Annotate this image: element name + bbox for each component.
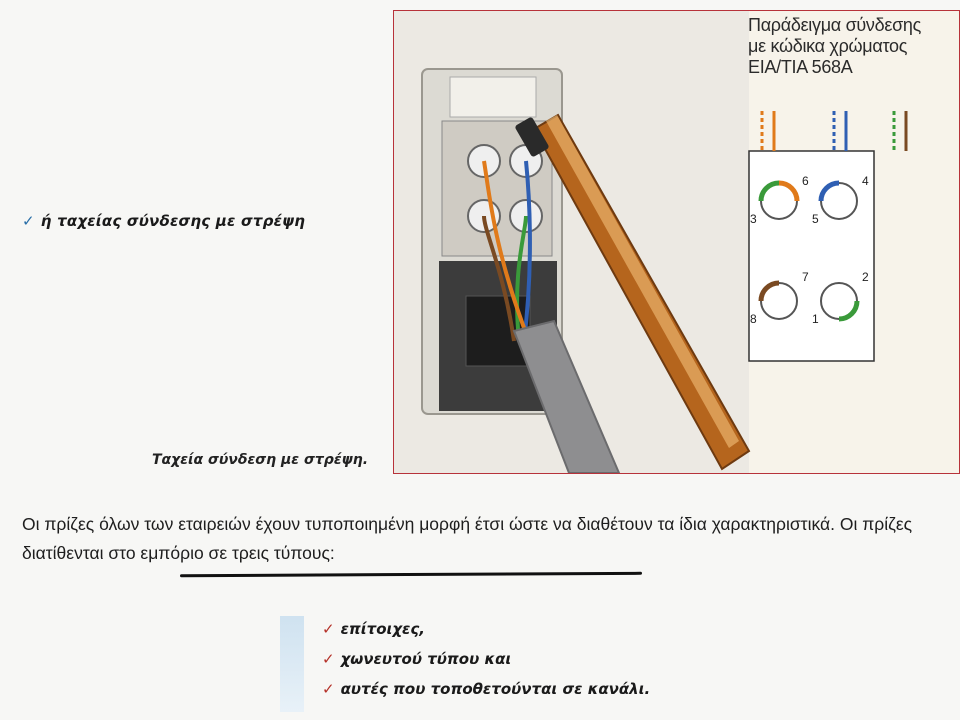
twist-connection-text: ή ταχείας σύνδεσης με στρέψη	[40, 212, 306, 230]
jack-types-list	[280, 614, 700, 714]
types-items	[322, 614, 650, 704]
figure-caption: Ταχεία σύνδεση με στρέψη.	[152, 452, 369, 468]
list-accent-bar	[280, 616, 304, 712]
body-paragraph	[22, 510, 922, 568]
pin-label-7: 7	[802, 270, 809, 284]
pin-label-4: 4	[862, 174, 869, 188]
list-item: ✓ αυτές που τοποθετούνται σε κανάλι.	[322, 680, 651, 698]
list-item: ✓ χωνευτού τύπου και	[322, 650, 512, 668]
handdrawn-underline	[180, 572, 642, 577]
list-item: ✓ επίτοιχες,	[322, 620, 425, 638]
diagram-title-line-1: Παράδειγμα σύνδεσης	[748, 15, 921, 35]
check-icon: ✓	[22, 212, 35, 230]
check-icon: ✓	[322, 680, 335, 698]
paragraph-underlined-text: Οι πρίζες διατίθενται στο εμπόριο σε τρεις τύπους	[22, 514, 913, 563]
pin-label-8: 8	[750, 312, 757, 326]
diagram-title-line-3: EIA/TIA 568A	[748, 57, 853, 77]
pin-label-1: 1	[812, 312, 819, 326]
diagram-title-line-2: με κώδικα χρώματος	[748, 36, 908, 56]
paragraph-part-3: :	[329, 543, 335, 563]
pin-label-2: 2	[862, 270, 869, 284]
pin-label-layer	[394, 11, 959, 473]
twist-connection-bullet	[22, 212, 305, 230]
check-icon: ✓	[322, 650, 335, 668]
pin-label-5: 5	[812, 212, 819, 226]
pin-label-3: 3	[750, 212, 757, 226]
paragraph-part-1: Οι πρίζες όλων των εταιρειών έχουν τυποποιημένη μορφή έτσι ώστε να διαθέτουν τα ίδια χαρακτηριστικά.	[22, 514, 840, 534]
check-icon: ✓	[322, 620, 335, 638]
figure-frame	[393, 10, 960, 474]
pin-label-6: 6	[802, 174, 809, 188]
